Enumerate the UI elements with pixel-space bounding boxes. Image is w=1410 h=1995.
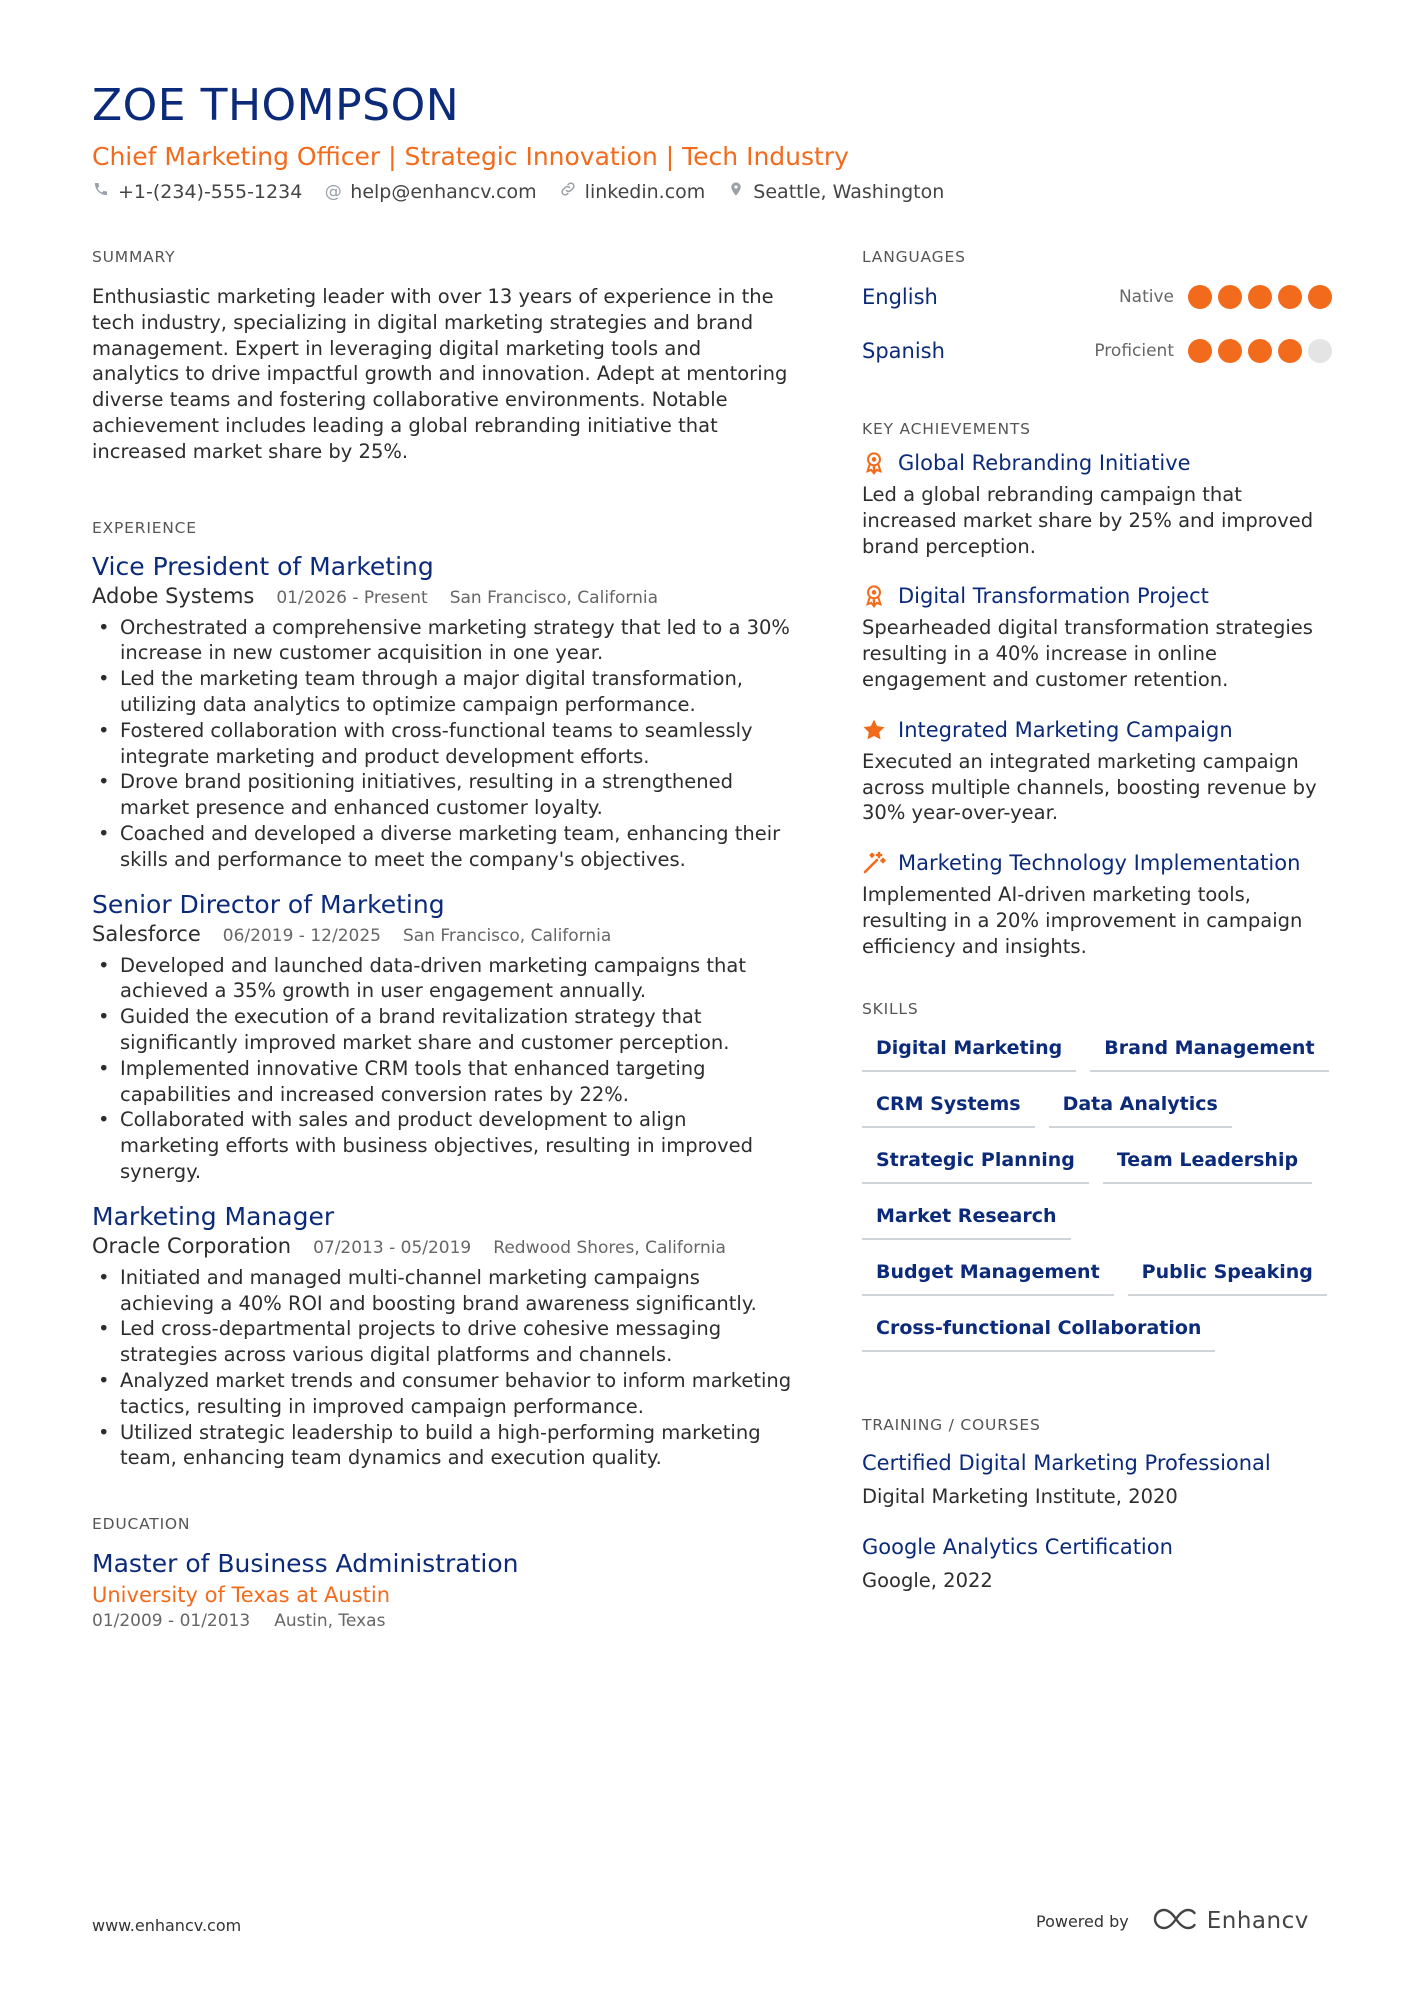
language-rating <box>1188 285 1332 309</box>
rating-dot-filled <box>1278 339 1302 363</box>
job-bullet: • Implemented innovative CRM tools that enhanced targeting capabilities and increased conversion rates by 22%. <box>92 1056 792 1108</box>
footer-website[interactable]: www.enhancv.com <box>92 1916 242 1935</box>
rating-dot-empty <box>1308 339 1332 363</box>
experience-section <box>92 519 792 1472</box>
contact-location <box>727 180 944 203</box>
skill-tag: Digital Marketing <box>862 1030 1076 1072</box>
job-dates: 06/2019 - 12/2025 <box>222 925 381 946</box>
achievement-description: Executed an integrated marketing campaign across multiple channels, boosting revenue by 30% year-over-year. <box>862 749 1317 825</box>
training-section <box>862 1416 1332 1596</box>
contact-bar <box>92 180 944 203</box>
language-name: Spanish <box>862 339 945 363</box>
language-proficiency <box>1119 285 1332 309</box>
job-bullet: • Led cross-departmental projects to drive cohesive messaging strategies across various digital platforms and channels. <box>92 1316 792 1368</box>
job-bullets <box>92 1265 792 1471</box>
achievement-description: Led a global rebranding campaign that increased market share by 25% and improved brand perception. <box>862 483 1314 558</box>
job-title: Vice President of Marketing <box>92 551 434 581</box>
section-title-languages: LANGUAGES <box>862 248 966 266</box>
location-pin-icon <box>727 180 745 203</box>
job-entry <box>92 551 792 873</box>
job-location: San Francisco, California <box>402 925 612 946</box>
phone-text: +1-(234)-555-1234 <box>118 180 303 203</box>
course-provider: Digital Marketing Institute, 2020 <box>862 1484 1178 1508</box>
section-title-achievements: KEY ACHIEVEMENTS <box>862 420 1031 438</box>
rating-dot-filled <box>1188 285 1212 309</box>
job-bullet: • Analyzed market trends and consumer behavior to inform marketing tactics, resulting in improved campaign performance. <box>92 1368 792 1420</box>
degree-title: Master of Business Administration <box>92 1549 519 1579</box>
skill-tag: Market Research <box>862 1198 1071 1240</box>
course-item <box>862 1532 1332 1596</box>
job-title: Senior Director of Marketing <box>92 889 445 919</box>
achievement-description: Spearheaded digital transformation strategies resulting in a 40% increase in online engagement and customer retention. <box>862 616 1313 691</box>
rating-dot-filled <box>1188 339 1212 363</box>
footer-branding <box>1036 1906 1309 1936</box>
achievement-title: Marketing Technology Implementation <box>898 851 1301 876</box>
rating-dot-filled <box>1218 339 1242 363</box>
job-bullet: • Utilized strategic leadership to build a high-performing marketing team, enhancing team dynamics and execution quality. <box>92 1420 792 1472</box>
job-bullet: • Developed and launched data-driven marketing campaigns that achieved a 35% growth in user engagement annually. <box>92 953 792 1005</box>
rating-dot-filled <box>1218 285 1242 309</box>
language-item <box>862 324 1332 378</box>
section-title-experience: EXPERIENCE <box>92 518 197 537</box>
job-entry <box>92 1201 792 1471</box>
section-title-training: TRAINING / COURSES <box>862 1415 1041 1434</box>
language-proficiency <box>1094 339 1332 363</box>
section-title-education: EDUCATION <box>92 1515 191 1534</box>
linkedin-text: linkedin.com <box>584 180 706 203</box>
course-title: Google Analytics Certification <box>862 1534 1173 1559</box>
section-title-summary: SUMMARY <box>92 248 176 266</box>
achievement-header <box>862 848 1332 878</box>
achievement-title: Global Rebranding Initiative <box>898 451 1191 475</box>
job-meta <box>92 921 792 949</box>
job-bullet: • Fostered collaboration with cross-functional teams to seamlessly integrate marketing and product development efforts. <box>92 718 792 770</box>
language-item <box>862 270 1332 324</box>
achievement-title: Digital Transformation Project <box>898 584 1209 609</box>
course-provider: Google, 2022 <box>862 1568 993 1592</box>
language-level: Native <box>1118 287 1174 307</box>
education-section <box>92 1515 792 1633</box>
achievement-header <box>862 715 1332 745</box>
rating-dot-filled <box>1248 285 1272 309</box>
language-level: Proficient <box>1094 341 1174 361</box>
rating-dot-filled <box>1308 285 1332 309</box>
education-meta <box>92 1609 792 1633</box>
job-bullet: • Coached and developed a diverse marketing team, enhancing their skills and performance to meet the company's objectives. <box>92 821 792 873</box>
skill-tag: Budget Management <box>862 1254 1114 1296</box>
language-rating <box>1188 339 1332 363</box>
skill-tag: CRM Systems <box>862 1086 1035 1128</box>
skill-tag: Data Analytics <box>1049 1086 1232 1128</box>
rating-dot-filled <box>1248 339 1272 363</box>
headline: Chief Marketing Officer | Strategic Innovation | Tech Industry <box>92 142 849 171</box>
skill-tag: Public Speaking <box>1128 1254 1327 1296</box>
achievements-section <box>862 420 1332 960</box>
skill-tag: Cross-functional Collaboration <box>862 1310 1215 1352</box>
section-title-skills: SKILLS <box>862 999 919 1018</box>
award-icon <box>862 584 886 608</box>
company-name: Adobe Systems <box>92 583 255 608</box>
job-bullet: • Collaborated with sales and product development to align marketing efforts with business objectives, resulting in improved synergy. <box>92 1107 792 1184</box>
skill-tag: Brand Management <box>1090 1030 1328 1072</box>
phone-icon <box>92 181 110 202</box>
school-name: University of Texas at Austin <box>92 1583 391 1608</box>
achievement-header <box>862 448 1332 478</box>
achievement-header <box>862 581 1332 611</box>
skill-tag: Strategic Planning <box>862 1142 1089 1184</box>
job-meta <box>92 1233 792 1261</box>
language-name: English <box>862 285 938 309</box>
course-item <box>862 1448 1332 1512</box>
brand-name: Enhancv <box>1206 1908 1309 1934</box>
achievement-item <box>862 581 1332 692</box>
job-location: Redwood Shores, California <box>493 1237 726 1258</box>
infinity-logo-icon <box>1153 1906 1199 1936</box>
education-dates: 01/2009 - 01/2013 <box>92 1611 251 1632</box>
contact-phone[interactable] <box>92 181 302 203</box>
summary-text: Enthusiastic marketing leader with over 13 years of experience in the tech industry, specializing in digital marketing strategies and brand management. Expert in leveraging digital marketing tools and analytics to drive impactful growth and innovation. Adept at mentoring diverse teams and fostering collaborative environments. Notable achievement includes leading a global rebranding initiative that increased market share by 25%. <box>92 285 788 463</box>
location-text: Seattle, Washington <box>753 180 945 203</box>
achievement-item <box>862 448 1332 559</box>
candidate-name: ZOE THOMPSON <box>92 80 460 131</box>
contact-linkedin[interactable] <box>559 180 706 203</box>
achievement-description: Implemented AI-driven marketing tools, resulting in a 20% improvement in campaign efficiency and insights. <box>862 883 1303 958</box>
job-bullet: • Orchestrated a comprehensive marketing strategy that led to a 30% increase in new customer acquisition in one year. <box>92 615 792 667</box>
at-icon: @ <box>324 181 342 202</box>
job-location: San Francisco, California <box>449 587 659 608</box>
job-bullet: • Drove brand positioning initiatives, resulting in a strengthened market presence and enhanced customer loyalty. <box>92 769 792 821</box>
award-icon <box>862 451 886 475</box>
summary-section <box>92 248 792 465</box>
job-bullets <box>92 615 792 873</box>
job-bullet: • Guided the execution of a brand revitalization strategy that significantly improved market share and customer perception. <box>92 1004 792 1056</box>
powered-by-label: Powered by <box>1036 1911 1129 1931</box>
skill-tag: Team Leadership <box>1103 1142 1312 1184</box>
left-column <box>92 248 792 1633</box>
job-bullets <box>92 953 792 1185</box>
achievement-title: Integrated Marketing Campaign <box>898 717 1233 742</box>
job-bullet: • Initiated and managed multi-channel marketing campaigns achieving a 40% ROI and boosting brand awareness significantly. <box>92 1265 792 1317</box>
job-entry <box>92 889 792 1185</box>
skills-section <box>862 1000 1332 1352</box>
job-meta <box>92 583 792 611</box>
magic-wand-icon <box>862 851 886 875</box>
enhancv-logo[interactable] <box>1153 1906 1309 1936</box>
right-column <box>862 248 1332 1616</box>
languages-section <box>862 248 1332 378</box>
achievement-item <box>862 715 1332 826</box>
company-name: Salesforce <box>92 921 201 946</box>
star-icon <box>862 718 886 742</box>
job-title: Marketing Manager <box>92 1201 335 1231</box>
email-text: help@enhancv.com <box>350 180 537 203</box>
skills-list <box>862 1030 1332 1352</box>
company-name: Oracle Corporation <box>92 1233 292 1258</box>
achievement-item <box>862 848 1332 959</box>
contact-email[interactable] <box>324 181 536 203</box>
education-location: Austin, Texas <box>274 1611 386 1632</box>
job-dates: 01/2026 - Present <box>276 587 428 608</box>
course-title: Certified Digital Marketing Professional <box>862 1450 1271 1475</box>
job-dates: 07/2013 - 05/2019 <box>313 1237 472 1258</box>
rating-dot-filled <box>1278 285 1302 309</box>
link-icon <box>559 180 577 203</box>
job-bullet: • Led the marketing team through a major digital transformation, utilizing data analytics to optimize campaign performance. <box>92 666 792 718</box>
